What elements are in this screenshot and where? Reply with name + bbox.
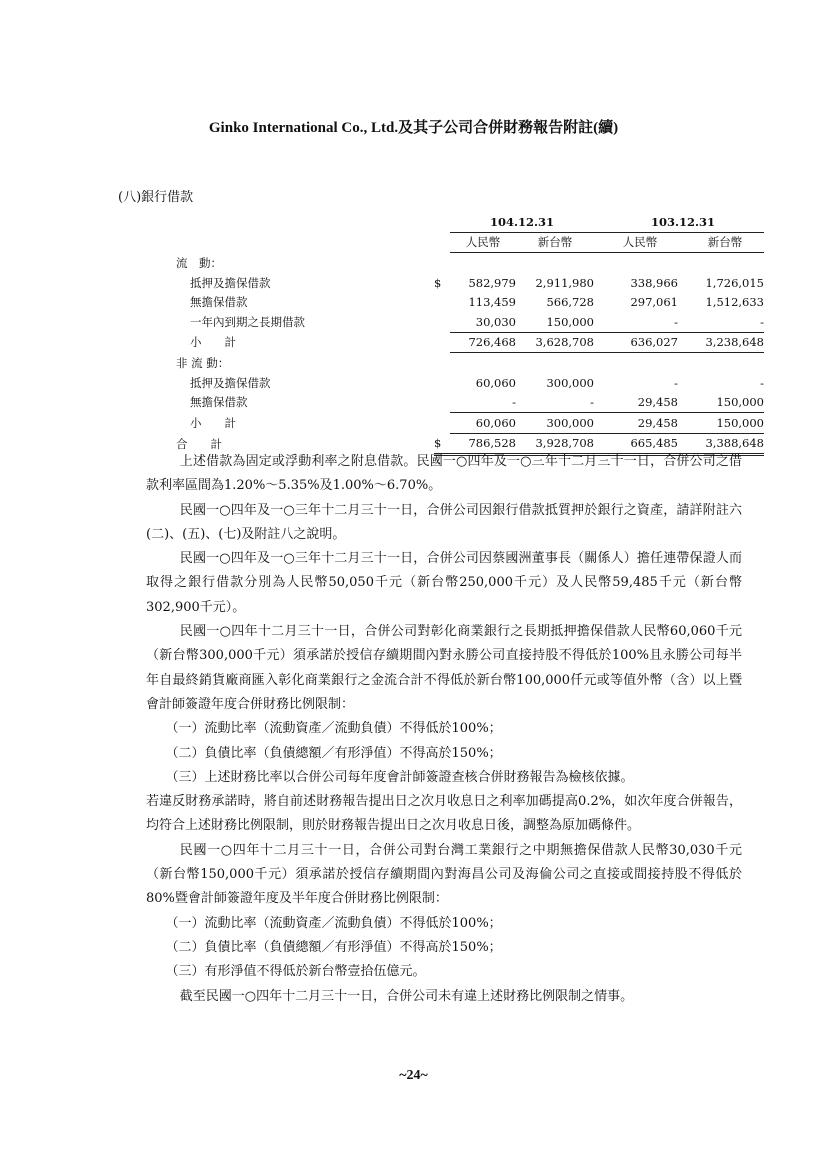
dollar-sign: $ <box>434 275 442 290</box>
bank-loans-table <box>176 212 764 456</box>
cell-value: 2,911,980 <box>535 275 594 290</box>
cell-value: 3,238,648 <box>678 332 764 353</box>
group-label-noncurrent: 非 流 動： <box>176 355 230 370</box>
list-item: （二）負債比率（負債總額／有形淨值）不得高於150%； <box>165 745 502 761</box>
table-row <box>176 392 764 412</box>
cell-value: 150,000 <box>678 392 764 412</box>
row-label: 小 計 <box>190 335 236 350</box>
cell-value: 29,458 <box>594 392 678 412</box>
cell-value: 150,000 <box>678 412 764 433</box>
notes-body <box>146 450 742 1009</box>
table-header-currency-row <box>176 232 764 253</box>
cell-value: 1,512,633 <box>705 295 764 310</box>
paragraph: 截至民國一○四年十二月三十一日，合併公司未有違上述財務比例限制之情事。 <box>179 988 634 1004</box>
row-label: 無擔保借款 <box>190 295 248 310</box>
cell-value: 3,628,708 <box>516 332 594 353</box>
table-row <box>176 292 764 312</box>
cell-value: 30,030 <box>450 312 516 332</box>
cell-value: - <box>678 312 764 332</box>
currency-header: 新台幣 <box>678 232 764 253</box>
page-title: Ginko International Co., Ltd.及其子公司合併財務報告附註(續) <box>208 120 619 136</box>
row-label: 小 計 <box>190 415 236 430</box>
cell-value: 60,060 <box>450 412 516 433</box>
row-label: 抵押及擔保借款 <box>190 375 271 390</box>
paragraph: 民國一○四年及一○三年十二月三十一日，合併公司因蔡國洲董事長（關係人）擔任連帶保證人而取得之銀行借款分別為人民幣50,050千元（新台幣250,000千元）及人民幣59,485千元（新台幣302,900千元）。 <box>146 551 742 615</box>
page-number: ~24~ <box>399 1068 428 1083</box>
group-label-current: 流 動： <box>176 255 222 270</box>
cell-value: 60,060 <box>475 375 516 390</box>
cell-value: 300,000 <box>546 375 594 390</box>
cell-value: 297,061 <box>630 295 678 310</box>
paragraph: 民國一○四年十二月三十一日，合併公司對彰化商業銀行之長期抵押擔保借款人民幣60,060千元（新台幣300,000千元）須承諾於授信存續期間內對永勝公司直接持股不得低於100%且永勝公司每半年自最終銷貨廠商匯入彰化商業銀行之金流合計不得低於新台幣100,000仟元或等值外幣（含）以上暨會計師簽證年度合併財務比例限制： <box>146 624 742 712</box>
list-item: （一）流動比率（流動資產／流動負債）不得低於100%； <box>165 915 502 931</box>
period-header: 103.12.31 <box>594 212 764 232</box>
cell-value: 786,528 <box>450 433 516 455</box>
cell-value: 338,966 <box>630 275 678 290</box>
cell-value: 726,468 <box>450 332 516 353</box>
row-label-total: 合 計 <box>176 436 222 451</box>
cell-value: 3,388,648 <box>678 433 764 455</box>
currency-header: 人民幣 <box>450 232 516 253</box>
cell-value: - <box>674 375 678 390</box>
cell-value: 150,000 <box>516 312 594 332</box>
table-row <box>176 273 764 293</box>
table-row <box>176 253 764 273</box>
period-header: 104.12.31 <box>450 212 594 232</box>
paragraph: 若違反財務承諾時，將自前述財務報告提出日之次月收息日之利率加碼提高0.2%，如次年度合併報告，均符合上述財務比例限制，則於財務報告提出日之次月收息日後，調整為原加碼條件。 <box>146 794 742 834</box>
table-header-period-row <box>176 212 764 232</box>
table-row <box>176 373 764 393</box>
cell-value: - <box>516 392 594 412</box>
row-label: 一年內到期之長期借款 <box>190 315 305 330</box>
dollar-sign: $ <box>434 433 450 455</box>
cell-value: - <box>450 392 516 412</box>
cell-value: 665,485 <box>594 433 678 455</box>
list-item: （三）上述財務比率以合併公司每年度會計師簽證查核合併財務報告為檢核依據。 <box>165 769 634 785</box>
paragraph: 民國一○四年及一○三年十二月三十一日，合併公司因銀行借款抵質押於銀行之資產，請詳附註六(二)、(五)、(七)及附註八之說明。 <box>146 502 742 542</box>
cell-value: - <box>760 375 764 390</box>
cell-value: 636,027 <box>594 332 678 353</box>
currency-header: 人民幣 <box>594 232 678 253</box>
row-label: 抵押及擔保借款 <box>190 275 271 290</box>
paragraph: 上述借款為固定或浮動利率之附息借款。民國一○四年及一○三年十二月三十一日，合併公司之借款利率區間為1.20%～5.35%及1.00%～6.70%。 <box>146 454 742 494</box>
cell-value: 3,928,708 <box>516 433 594 455</box>
cell-value: 566,728 <box>546 295 594 310</box>
list-item: （三）有形淨值不得低於新台幣壹拾伍億元。 <box>165 964 426 980</box>
row-label: 無擔保借款 <box>190 395 248 410</box>
cell-value: 1,726,015 <box>705 275 764 290</box>
section-title: (八)銀行借款 <box>118 190 194 205</box>
cell-value: 300,000 <box>516 412 594 433</box>
cell-value: - <box>594 312 678 332</box>
table-row-subtotal <box>176 332 764 353</box>
currency-header: 新台幣 <box>516 232 594 253</box>
table-row <box>176 312 764 332</box>
list-item: （二）負債比率（負債總額／有形淨值）不得高於150%； <box>165 939 502 955</box>
cell-value: 582,979 <box>468 275 516 290</box>
cell-value: 113,459 <box>468 295 516 310</box>
table-row <box>176 353 764 373</box>
table-row-subtotal <box>176 412 764 433</box>
list-item: （一）流動比率（流動資產／流動負債）不得低於100%； <box>165 721 502 737</box>
cell-value: 29,458 <box>594 412 678 433</box>
paragraph: 民國一○四年十二月三十一日，合併公司對台灣工業銀行之中期無擔保借款人民幣30,030千元（新台幣150,000千元）須承諾於授信存續期間內對海昌公司及海倫公司之直接或間接持股不得低於80%暨會計師簽證年度及半年度合併財務比例限制： <box>146 842 742 907</box>
